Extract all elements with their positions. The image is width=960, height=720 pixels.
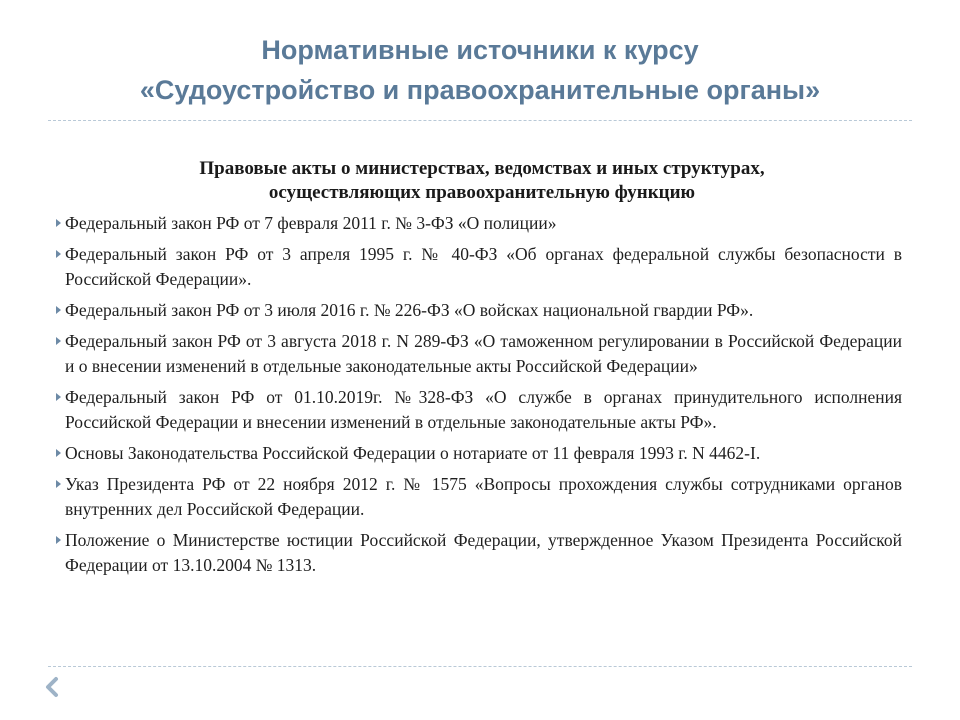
section-heading — [62, 157, 902, 205]
list-item — [56, 528, 902, 578]
list-item-text: Федеральный закон РФ от 7 февраля 2011 г. № 3-ФЗ «О полиции» — [65, 213, 557, 233]
triangle-bullet-icon — [56, 480, 61, 488]
previous-slide-arrow-icon[interactable] — [44, 676, 62, 698]
list-item — [56, 242, 902, 292]
list-item — [56, 298, 902, 323]
top-divider — [48, 120, 912, 121]
section-heading-line-2: осуществляющих правоохранительную функцию — [268, 182, 696, 203]
slide-title-line-2: «Судоустройство и правоохранительные органы» — [139, 75, 821, 105]
triangle-bullet-icon — [56, 536, 61, 544]
list-item-text: Федеральный закон РФ от 3 июля 2016 г. № 226-ФЗ «О войсках национальной гвардии РФ». — [65, 300, 754, 320]
list-item-text: Основы Законодательства Российской Федерации о нотариате от 11 февраля 1993 г. N 4462-I. — [65, 443, 761, 463]
slide-title — [40, 30, 920, 110]
list-item-text: Положение о Министерстве юстиции Российской Федерации, утвержденное Указом Президента Российской Федерации от 13.10.2004 № 1313. — [65, 530, 902, 575]
triangle-bullet-icon — [56, 337, 61, 345]
list-item — [56, 472, 902, 522]
bottom-divider — [48, 666, 912, 667]
list-item — [56, 211, 902, 236]
triangle-bullet-icon — [56, 449, 61, 457]
triangle-bullet-icon — [56, 219, 61, 227]
list-item-text: Федеральный закон РФ от 3 апреля 1995 г. № 40-ФЗ «Об органах федеральной службы безопасности в Российской Федерации». — [65, 244, 902, 289]
list-item — [56, 441, 902, 466]
triangle-bullet-icon — [56, 250, 61, 258]
list-item — [56, 329, 902, 379]
list-item-text: Федеральный закон РФ от 3 августа 2018 г. N 289-ФЗ «О таможенном регулировании в Российской Федерации и о внесении изменений в отдельные законодательные акты Российской Федерации» — [65, 331, 902, 376]
list-item — [56, 385, 902, 435]
list-item-text: Указ Президента РФ от 22 ноября 2012 г. № 1575 «Вопросы прохождения службы сотрудниками органов внутренних дел Российской Федерации. — [65, 474, 902, 519]
legal-acts-list — [56, 211, 902, 584]
triangle-bullet-icon — [56, 393, 61, 401]
list-item-text: Федеральный закон РФ от 01.10.2019г. №328-ФЗ «О службе в органах принудительного исполнения Российской Федерации и внесении изменений в отдельные законодательные акты РФ». — [65, 387, 902, 432]
slide-title-line-1: Нормативные источники к курсу — [261, 35, 699, 65]
triangle-bullet-icon — [56, 306, 61, 314]
section-heading-line-1: Правовые акты о министерствах, ведомствах и иных структурах, — [199, 158, 765, 179]
